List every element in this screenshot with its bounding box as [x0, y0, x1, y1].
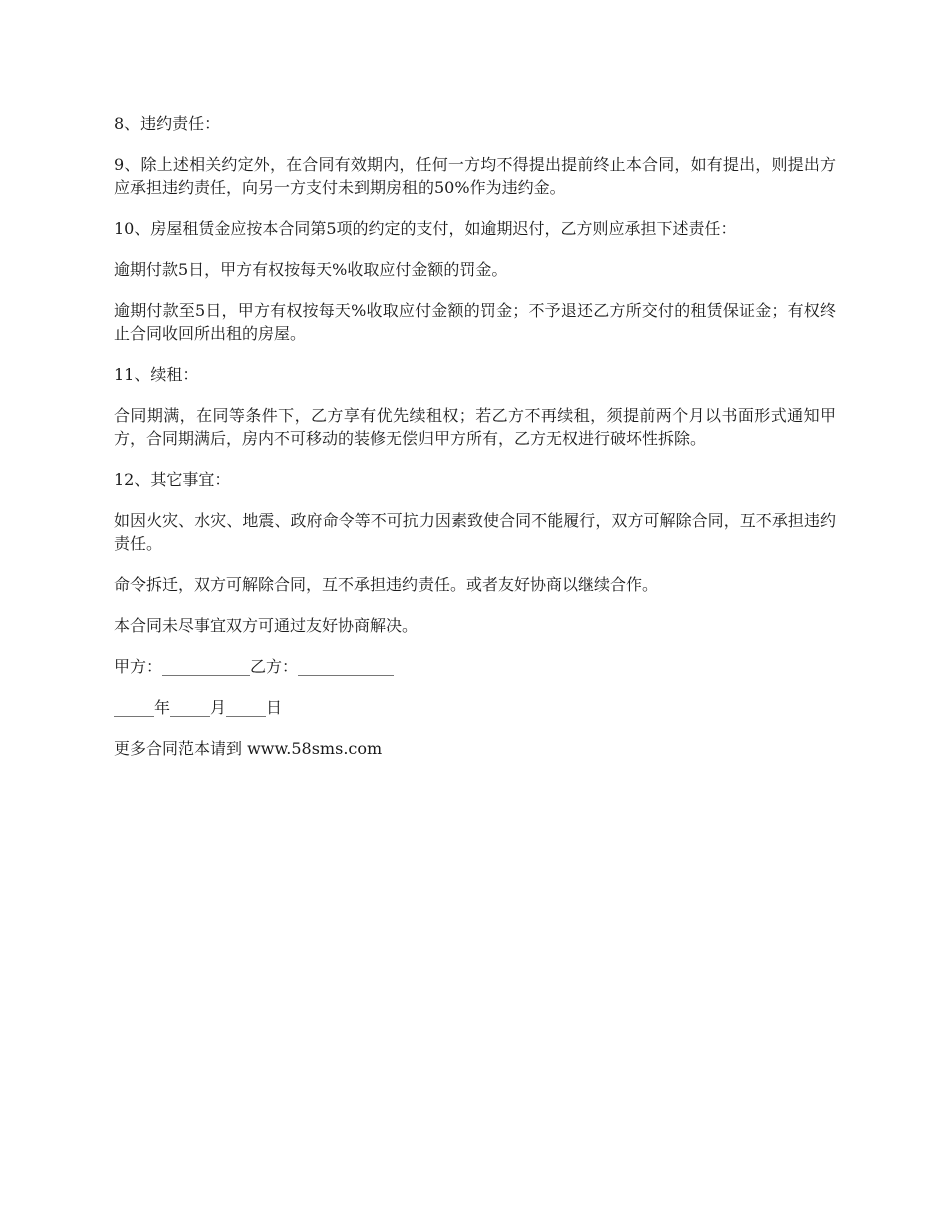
date-line: _____年_____月_____日	[114, 698, 283, 717]
unresolved-matters-text: 本合同未尽事宜双方可通过友好协商解决。	[114, 616, 419, 635]
more-templates-note: 更多合同范本请到 www.58sms.com	[114, 739, 383, 758]
clause-11-heading: 11、续租：	[114, 365, 199, 384]
demolition-text: 命令拆迁，双方可解除合同，互不承担违约责任。或者友好协商以继续合作。	[114, 575, 659, 594]
clause-8-heading: 8、违约责任：	[114, 114, 221, 133]
force-majeure-text: 如因火灾、水灾、地震、政府命令等不可抗力因素致使合同不能履行，双方可解除合同，互不承担违约责任。	[114, 511, 836, 553]
late-payment-over-5-days: 逾期付款至5日，甲方有权按每天%收取应付金额的罚金；不予退还乙方所交付的租赁保证金；有权终止合同收回所出租的房屋。	[114, 301, 836, 343]
document-body	[114, 112, 836, 778]
signature-line: 甲方：___________乙方：____________	[114, 657, 395, 676]
clause-10-text: 10、房屋租赁金应按本合同第5项的约定的支付，如逾期迟付，乙方则应承担下述责任：	[114, 219, 737, 238]
clause-9-text: 9、除上述相关约定外，在合同有效期内，任何一方均不得提出提前终止本合同，如有提出，则提出方应承担违约责任，向另一方支付未到期房租的50%作为违约金。	[114, 155, 836, 197]
late-payment-5-days: 逾期付款5日，甲方有权按每天%收取应付金额的罚金。	[114, 260, 508, 279]
renewal-text: 合同期满，在同等条件下，乙方享有优先续租权；若乙方不再续租，须提前两个月以书面形式通知甲方，合同期满后，房内不可移动的装修无偿归甲方所有，乙方无权进行破坏性拆除。	[114, 406, 836, 448]
clause-12-heading: 12、其它事宜：	[114, 470, 231, 489]
